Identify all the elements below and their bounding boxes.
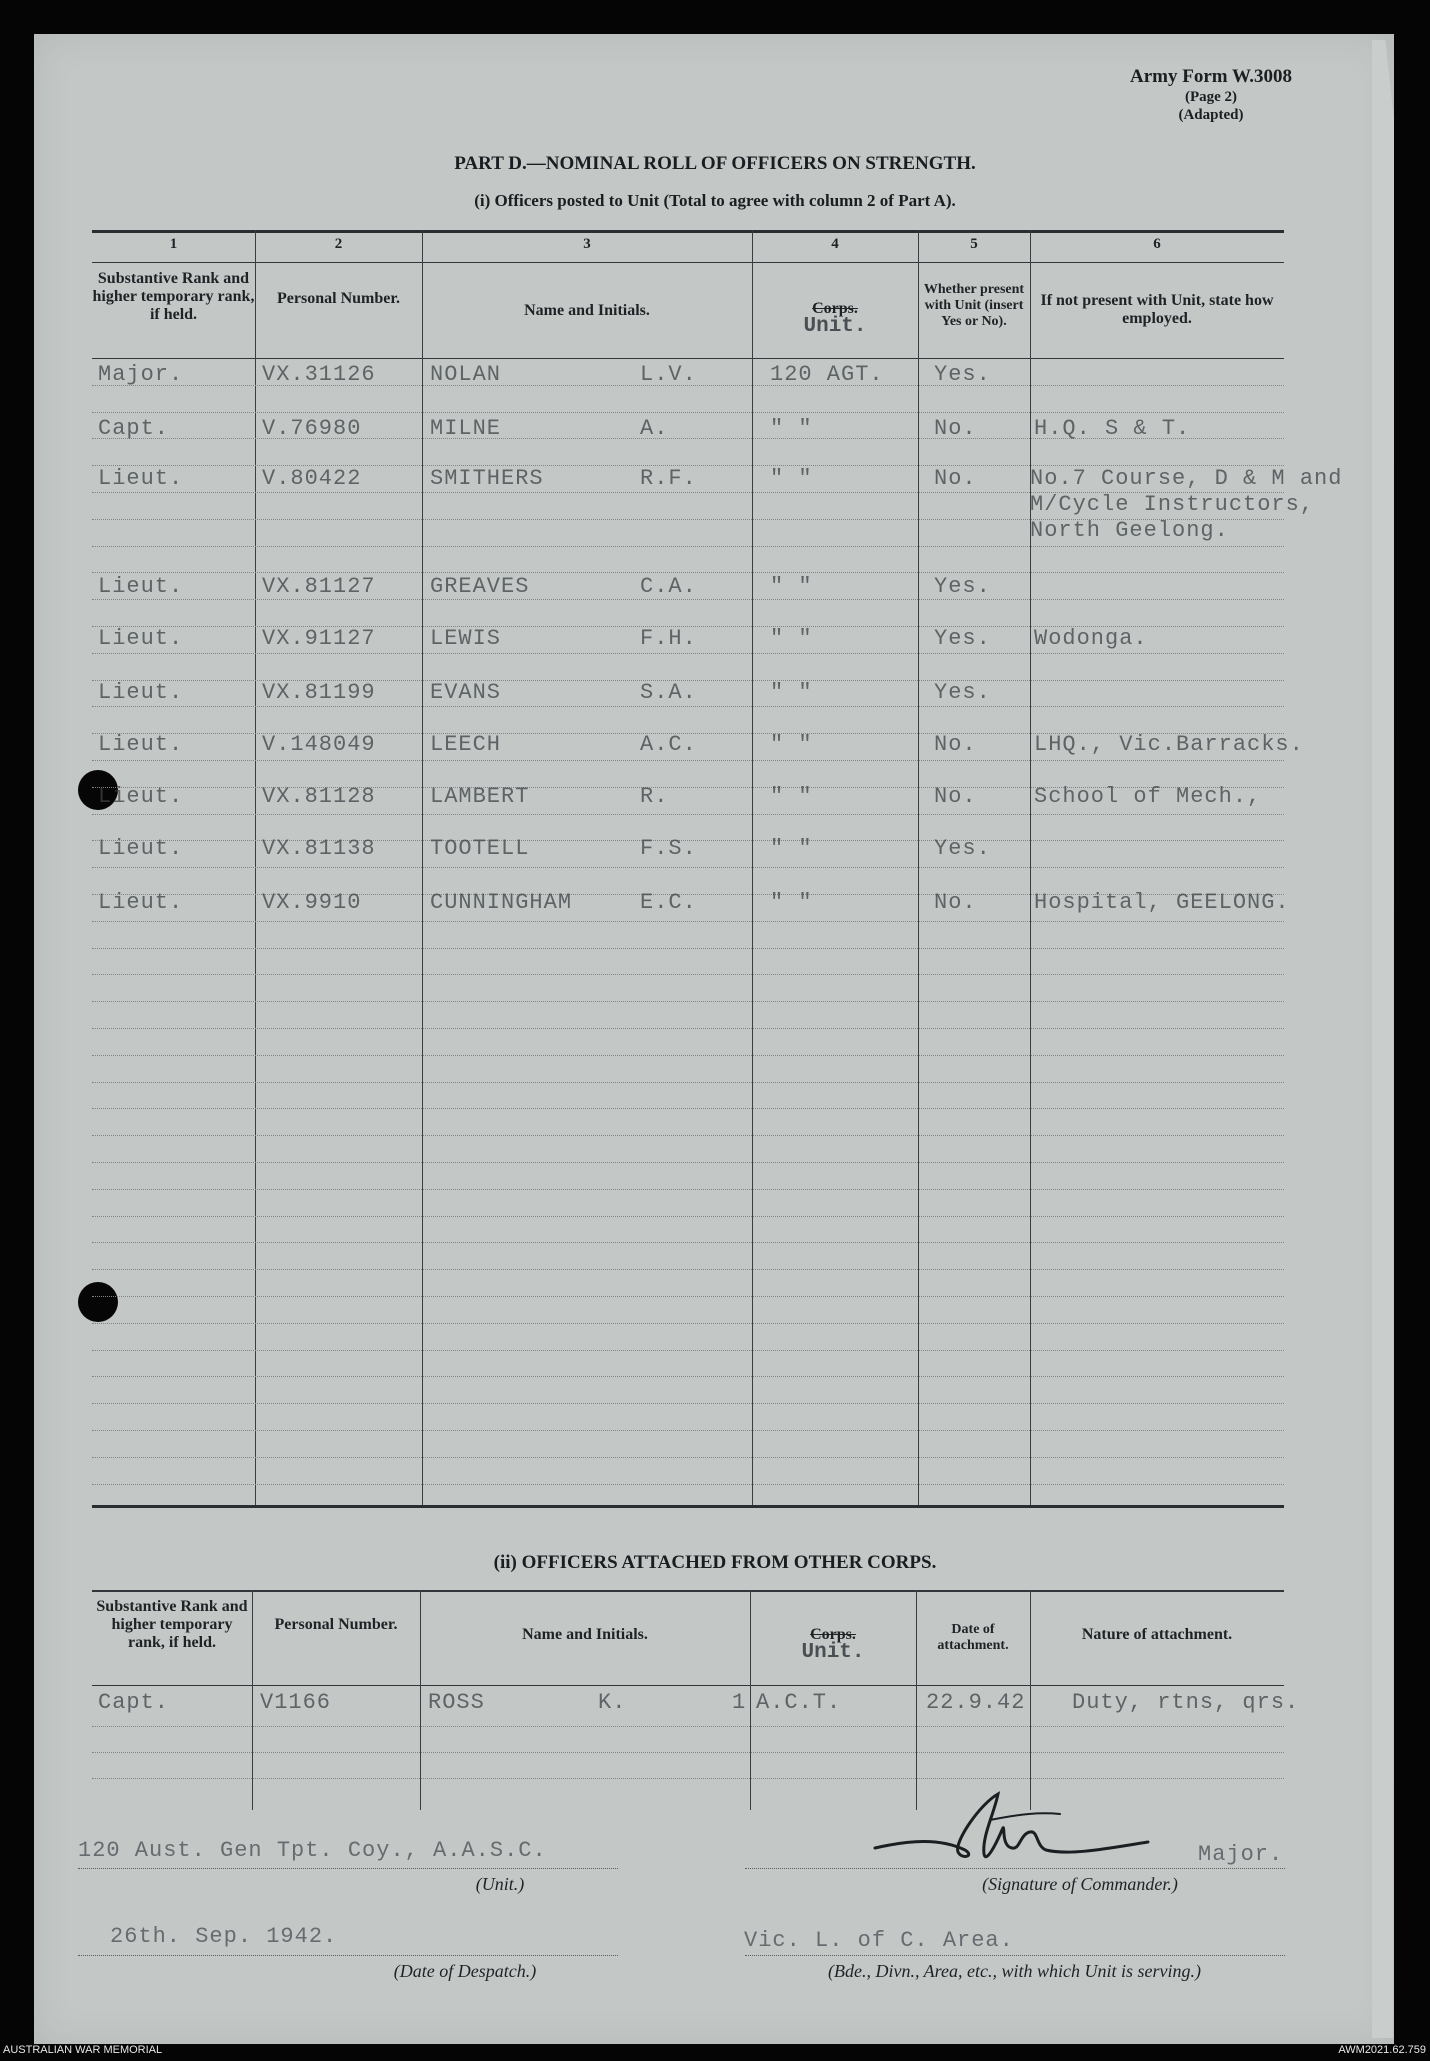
cell-rank: Lieut. (98, 466, 184, 491)
cell-corps: " " (770, 784, 813, 809)
ruled-line (92, 1135, 1284, 1136)
cell-corps: 120 AGT. (770, 362, 884, 387)
cell-rank: Lieut. (98, 836, 184, 861)
header-nature: Nature of attachment. (1081, 1626, 1233, 1643)
cell-rank: Lieut. (98, 732, 184, 757)
paper-edge (1372, 40, 1394, 2038)
cell-present: No. (934, 416, 977, 441)
cell-initials: F.H. (640, 626, 697, 651)
cell-name: LEECH (430, 732, 502, 757)
cell-number: V1166 (260, 1690, 332, 1715)
ruled-line (92, 1189, 1284, 1190)
ruled-line (92, 1162, 1284, 1163)
cell-corps: " " (770, 416, 813, 441)
cell-date: 22.9.42 (926, 1690, 1026, 1715)
ruled-line (92, 1242, 1284, 1243)
cell-number: VX.9910 (262, 890, 362, 915)
cell-name: EVANS (430, 680, 502, 705)
header-corps (752, 300, 918, 336)
cell-present: No. (934, 466, 977, 491)
cell-initials: S.A. (640, 680, 697, 705)
area-value: Vic. L. of C. Area. (744, 1928, 1014, 1953)
cell-employed: Wodonga. (1034, 626, 1148, 651)
cell-number: V.76980 (262, 416, 362, 441)
cell-number: VX.81127 (262, 574, 376, 599)
cell-rank: Lieut. (98, 784, 184, 809)
commander-signature (870, 1790, 1160, 1870)
ruled-line (92, 1403, 1284, 1404)
cell-name: MILNE (430, 416, 502, 441)
unit-value: 120 Aust. Gen Tpt. Coy., A.A.S.C. (78, 1838, 547, 1863)
signature-line (745, 1868, 1285, 1869)
ruled-line (92, 1216, 1284, 1217)
cell-number: VX.31126 (262, 362, 376, 387)
cell-employed: North Geelong. (1030, 518, 1229, 543)
cell-present: Yes. (934, 626, 991, 651)
cell-rank: Lieut. (98, 680, 184, 705)
header-bottom-rule (92, 1685, 1284, 1686)
cell-employed: Hospital, GEELONG. (1034, 890, 1290, 915)
header-employed: If not present with Unit, state how employed. (1040, 292, 1274, 327)
column-number: 1 (169, 236, 178, 252)
cell-number: VX.81128 (262, 784, 376, 809)
date-label: (Date of Despatch.) (393, 1961, 537, 1981)
ruled-line (92, 706, 1284, 707)
header-corps-printed: Corps. (812, 300, 858, 317)
column-number-rule (92, 262, 1284, 263)
header-corps-printed: Corps. (810, 1626, 856, 1643)
cell-initials: A. (640, 416, 669, 441)
cell-corps: " " (770, 574, 813, 599)
officers-attached-table (92, 1590, 1300, 1812)
cell-present: Yes. (934, 680, 991, 705)
form-page: (Page 2) (1184, 89, 1238, 105)
archive-caption-left: AUSTRALIAN WAR MEMORIAL (3, 2044, 163, 2056)
table-bottom-rule (92, 1505, 1284, 1508)
cell-name: ROSS (428, 1690, 485, 1715)
cell-name: LEWIS (430, 626, 502, 651)
cell-number: VX.91127 (262, 626, 376, 651)
ruled-line (92, 867, 1284, 868)
ruled-line (92, 1082, 1284, 1083)
archive-caption-right: AWM2021.62.759 (1338, 2044, 1426, 2056)
cell-present: No. (934, 890, 977, 915)
ruled-line (92, 1752, 1284, 1753)
cell-name: TOOTELL (430, 836, 530, 861)
cell-present: No. (934, 784, 977, 809)
cell-rank: Lieut. (98, 574, 184, 599)
cell-number: VX.81199 (262, 680, 376, 705)
ruled-line (92, 1430, 1284, 1431)
ruled-line (92, 653, 1284, 654)
cell-present: Yes. (934, 574, 991, 599)
ruled-line (92, 948, 1284, 949)
ruled-line (92, 1001, 1284, 1002)
cell-rank: Lieut. (98, 890, 184, 915)
header-date: Date of attachment. (937, 1622, 1009, 1653)
cell-employed: LHQ., Vic.Barracks. (1034, 732, 1304, 757)
cell-name: GREAVES (430, 574, 530, 599)
column-number: 4 (831, 236, 839, 252)
cell-name: LAMBERT (430, 784, 530, 809)
form-identifier (1130, 66, 1292, 124)
header-bottom-rule (92, 358, 1284, 359)
cell-present: No. (934, 732, 977, 757)
header-personal-number: Personal Number. (274, 1616, 398, 1633)
header-corps (750, 1626, 916, 1662)
ruled-line (92, 1484, 1284, 1485)
cell-rank: Capt. (98, 1690, 170, 1715)
header-name: Name and Initials. (524, 302, 650, 319)
date-line (78, 1955, 618, 1956)
column-divider (420, 1590, 421, 1810)
cell-extra: 1 (732, 1690, 747, 1715)
column-number: 2 (334, 236, 343, 252)
ruled-line (92, 814, 1284, 815)
part-heading: PART D.—NOMINAL ROLL OF OFFICERS ON STRENGTH. (454, 153, 976, 174)
table-top-rule (92, 230, 1284, 233)
cell-initials: F.S. (640, 836, 697, 861)
area-label: (Bde., Divn., Area, etc., with which Unit is serving.) (828, 1961, 1201, 1981)
cell-number: VX.81138 (262, 836, 376, 861)
cell-employed: H.Q. S & T. (1034, 416, 1191, 441)
cell-nature: Duty, rtns, qrs. (1072, 1690, 1300, 1715)
cell-initials: R.F. (640, 466, 697, 491)
ruled-line (92, 1726, 1284, 1727)
header-personal-number: Personal Number. (277, 290, 400, 307)
cell-initials: K. (598, 1690, 627, 1715)
column-number: 5 (970, 236, 978, 252)
header-rank: Substantive Rank and higher temporary rank, if held. (96, 1598, 248, 1651)
cell-corps: " " (770, 890, 813, 915)
unit-line (78, 1868, 618, 1869)
cell-rank: Capt. (98, 416, 170, 441)
cell-rank: Lieut. (98, 626, 184, 651)
signature-label: (Signature of Commander.) (982, 1874, 1178, 1894)
cell-initials: E.C. (640, 890, 697, 915)
column-divider (750, 1590, 751, 1810)
column-number: 3 (583, 236, 591, 252)
cell-initials: L.V. (640, 362, 697, 387)
cell-corps: " " (770, 626, 813, 651)
form-title: Army Form W.3008 (1129, 66, 1292, 87)
rank-value: Major. (1198, 1842, 1284, 1867)
ruled-line (92, 1778, 1284, 1779)
column-divider (1030, 1590, 1031, 1810)
cell-name: CUNNINGHAM (430, 890, 573, 915)
header-present: Whether present with Unit (insert Yes or No). (923, 282, 1025, 329)
cell-corps: " " (770, 732, 813, 757)
cell-number: V.148049 (262, 732, 376, 757)
cell-employed: No.7 Course, D & M and (1030, 466, 1343, 491)
ruled-line (92, 1108, 1284, 1109)
cell-corps: " " (770, 680, 813, 705)
section-ii-heading: (ii) OFFICERS ATTACHED FROM OTHER CORPS. (493, 1552, 937, 1573)
cell-rank: Major. (98, 362, 184, 387)
ruled-line (92, 1376, 1284, 1377)
ruled-line (92, 760, 1284, 761)
ruled-line (92, 1296, 1284, 1297)
cell-corps: " " (770, 466, 813, 491)
ruled-line (92, 974, 1284, 975)
ruled-line (92, 1350, 1284, 1351)
cell-corps: " " (770, 836, 813, 861)
header-corps-typed: Unit. (803, 315, 867, 338)
cell-corps: A.C.T. (756, 1690, 842, 1715)
ruled-line (92, 1457, 1284, 1458)
cell-name: NOLAN (430, 362, 502, 387)
ruled-line (92, 1028, 1284, 1029)
section-i-heading: (i) Officers posted to Unit (Total to agree with column 2 of Part A). (474, 191, 956, 210)
area-line (745, 1955, 1285, 1956)
officers-posted-table (92, 230, 1343, 1510)
ruled-line (92, 1323, 1284, 1324)
header-rank: Substantive Rank and higher temporary rank, if held. (92, 270, 255, 323)
ruled-line (92, 1055, 1284, 1056)
table-top-rule (92, 1590, 1284, 1592)
cell-name: SMITHERS (430, 466, 544, 491)
cell-initials: A.C. (640, 732, 697, 757)
header-name: Name and Initials. (522, 1626, 648, 1643)
cell-employed: School of Mech., (1034, 784, 1262, 809)
cell-present: Yes. (934, 362, 991, 387)
cell-number: V.80422 (262, 466, 362, 491)
cell-present: Yes. (934, 836, 991, 861)
ruled-line (92, 412, 1284, 413)
ruled-line (92, 1269, 1284, 1270)
column-number: 6 (1153, 236, 1161, 252)
cell-initials: R. (640, 784, 669, 809)
ruled-line (92, 599, 1284, 600)
date-value: 26th. Sep. 1942. (110, 1924, 338, 1949)
unit-label: (Unit.) (475, 1874, 525, 1894)
header-corps-typed: Unit. (801, 1641, 865, 1664)
form-note: (Adapted) (1178, 107, 1244, 123)
cell-initials: C.A. (640, 574, 697, 599)
cell-employed: M/Cycle Instructors, (1030, 492, 1315, 517)
ruled-line (92, 546, 1284, 547)
ruled-line (92, 921, 1284, 922)
